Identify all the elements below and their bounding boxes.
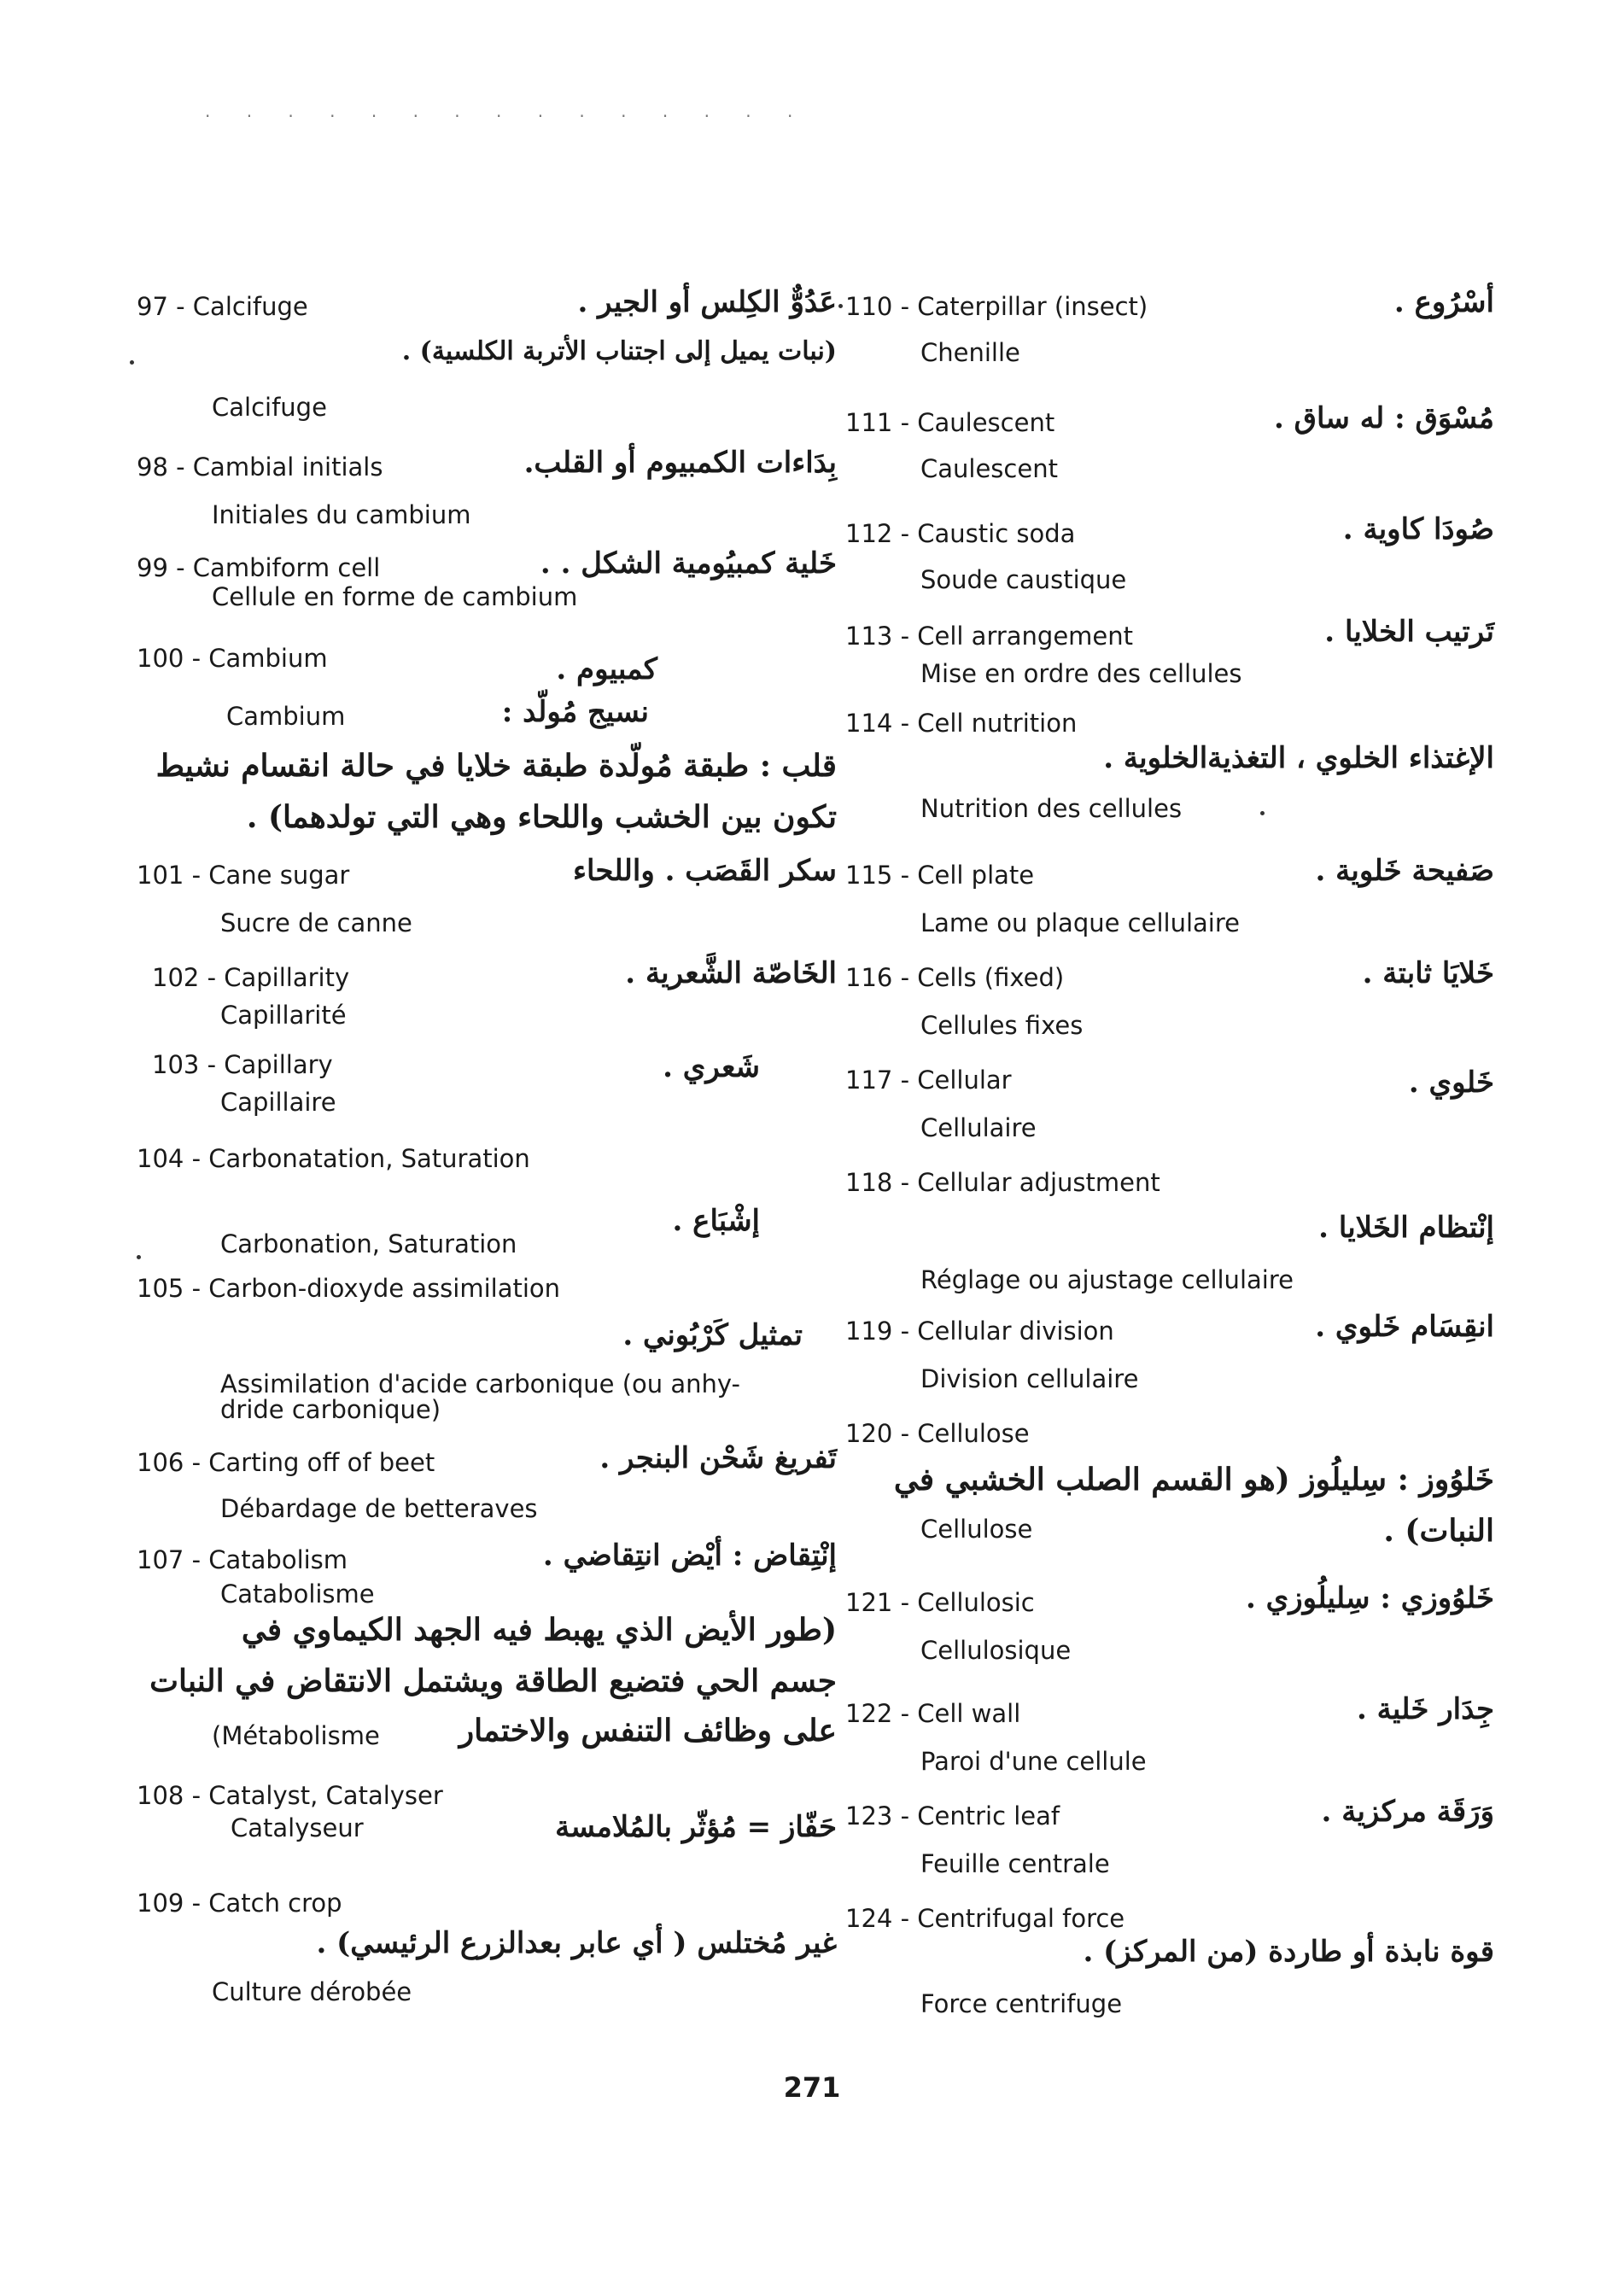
entry-french: Capillaire bbox=[220, 1088, 336, 1117]
entry-arabic-note: (نبات يميل إلى اجتناب الأتربة الكلسية) . bbox=[401, 336, 837, 366]
entry-french: Lame ou plaque cellulaire bbox=[920, 908, 1240, 937]
page-number: 271 bbox=[783, 2071, 841, 2104]
entry-term: 104 - Carbonatation, Saturation bbox=[137, 1144, 530, 1173]
entry-term: 103 - Capillary bbox=[152, 1050, 333, 1079]
entry-french: Culture dérobée bbox=[212, 1977, 412, 2006]
entry-french: Feuille centrale bbox=[920, 1849, 1110, 1878]
entry-term: 117 - Cellular bbox=[845, 1066, 1012, 1095]
scan-speck bbox=[1260, 811, 1265, 815]
entry-french: Débardage de betteraves bbox=[220, 1494, 538, 1523]
entry-term: 110 - Caterpillar (insect) bbox=[845, 292, 1148, 321]
entry-arabic: خَلوُوز : سِليلُوز (هو القسم الصلب الخشبي في bbox=[893, 1462, 1494, 1498]
entry-french: Nutrition des cellules bbox=[920, 794, 1183, 823]
entry-term: 113 - Cell arrangement bbox=[845, 622, 1134, 651]
scan-speck bbox=[838, 304, 843, 308]
entry-french: Initiales du cambium bbox=[212, 500, 471, 529]
entry-arabic: عَدُوٌّ الكِلس أو الجير . bbox=[577, 285, 837, 319]
entry-term: 101 - Cane sugar bbox=[137, 861, 350, 890]
entry-term: 108 - Catalyst, Catalyser bbox=[137, 1781, 443, 1810]
entry-arabic: جِدَار خَلية . bbox=[1356, 1692, 1494, 1726]
entry-arabic: أسْرُوع . bbox=[1393, 285, 1494, 319]
entry-term: 112 - Caustic soda bbox=[845, 519, 1076, 548]
entry-french: Catalyseur bbox=[231, 1813, 364, 1842]
entry-arabic-2: النبات) . bbox=[1383, 1513, 1494, 1549]
entry-arabic: بِدَاءات الكمبيوم أو القلب. bbox=[523, 446, 837, 480]
entry-term: 107 - Catabolism bbox=[137, 1545, 348, 1574]
entry-arabic: تَفريغ شَحْن البنجر . bbox=[599, 1441, 837, 1475]
entry-arabic: خَلوُوزي : سِليلُوزي . bbox=[1245, 1581, 1494, 1615]
entry-arabic: إشْبَاع . bbox=[672, 1204, 760, 1238]
entry-arabic: انقِسَام خَلوي . bbox=[1315, 1310, 1494, 1344]
entry-term: 120 - Cellulose bbox=[845, 1419, 1030, 1448]
entry-french: Mise en ordre des cellules bbox=[920, 659, 1242, 688]
entry-french: Réglage ou ajustage cellulaire bbox=[920, 1265, 1294, 1294]
entry-term: 98 - Cambial initials bbox=[137, 453, 383, 482]
entry-french: Soude caustique bbox=[920, 565, 1127, 594]
entry-french-2: (Métabolisme bbox=[212, 1721, 380, 1750]
entry-arabic: مُسْوَق : له ساق . bbox=[1273, 401, 1494, 435]
entry-term: 124 - Centrifugal force bbox=[845, 1904, 1125, 1933]
entry-arabic: الإغتذاء الخلوي ، التغذيةالخلوية . bbox=[1103, 741, 1494, 775]
entry-term: 102 - Capillarity bbox=[152, 963, 350, 992]
entry-french: Chenille bbox=[920, 338, 1020, 367]
entry-arabic: إنْتظام الخَلايا . bbox=[1318, 1211, 1494, 1245]
scan-speck bbox=[137, 1255, 141, 1259]
entry-french: Caulescent bbox=[920, 454, 1058, 483]
entry-arabic: خَلايَا ثابتة . bbox=[1362, 956, 1494, 990]
header-dots: . . . . . . . . . . . . . . . bbox=[205, 101, 809, 121]
entry-arabic: وَرَقَة مركزية . bbox=[1321, 1795, 1494, 1829]
entry-term: 118 - Cellular adjustment bbox=[845, 1168, 1160, 1197]
entry-french: Cambium bbox=[226, 702, 346, 731]
entry-french: Assimilation d'acide carbonique (ou anhy- bbox=[220, 1369, 741, 1398]
entry-term: 106 - Carting off of beet bbox=[137, 1448, 435, 1477]
entry-french: Cellulose bbox=[920, 1515, 1033, 1544]
entry-arabic-note-2: تكون بين الخشب واللحاء وهي التي تولدهما) . bbox=[246, 799, 837, 835]
entry-arabic-note-3: على وظائف التنفس والاختمار bbox=[459, 1713, 837, 1749]
scan-speck bbox=[130, 360, 134, 365]
entry-term: 122 - Cell wall bbox=[845, 1699, 1021, 1728]
entry-term: 114 - Cell nutrition bbox=[845, 709, 1078, 738]
entry-arabic: غير مُختلس ( أي عابر بعدالزرع الرئيسي) . bbox=[316, 1926, 837, 1960]
entry-term: 99 - Cambiform cell bbox=[137, 553, 381, 582]
entry-arabic: خَلية كمبيُومية الشكل . . bbox=[540, 546, 837, 581]
entry-french: Cellulosique bbox=[920, 1636, 1072, 1665]
entry-arabic: الخَاصّة الشَّعرية . bbox=[625, 956, 837, 990]
entry-term: 121 - Cellulosic bbox=[845, 1588, 1035, 1617]
entry-arabic: صُودَا كاوية . bbox=[1342, 512, 1494, 546]
entry-arabic: قوة نابذة أو طاردة (من المركز) . bbox=[1083, 1935, 1494, 1969]
entry-term: 123 - Centric leaf bbox=[845, 1801, 1060, 1830]
entry-arabic: حَفّاز = مُؤثّر بالمُلامسة bbox=[555, 1810, 837, 1844]
entry-term: 115 - Cell plate bbox=[845, 861, 1035, 890]
entry-french: Calcifuge bbox=[212, 393, 327, 422]
entry-term: 97 - Calcifuge bbox=[137, 292, 308, 321]
entry-french: Carbonation, Saturation bbox=[220, 1229, 517, 1258]
entry-arabic: سكر القَصَب . واللحاء bbox=[572, 854, 837, 888]
entry-arabic-note: (طور الأيض الذي يهبط فيه الجهد الكيماوي في bbox=[241, 1612, 837, 1648]
entry-french: Force centrifuge bbox=[920, 1989, 1123, 2018]
entry-french: Cellulaire bbox=[920, 1113, 1037, 1142]
entry-french: Cellules fixes bbox=[920, 1011, 1084, 1040]
entry-term: 100 - Cambium bbox=[137, 644, 328, 673]
entry-arabic: تَرتيب الخلايا . bbox=[1324, 615, 1494, 649]
entry-french: Capillarité bbox=[220, 1001, 347, 1030]
entry-arabic-note-2: جسم الحي فتضيع الطاقة ويشتمل الانتقاض في النبات bbox=[149, 1663, 837, 1699]
entry-french: Cellule en forme de cambium bbox=[212, 582, 578, 611]
entry-term: 109 - Catch crop bbox=[137, 1889, 342, 1918]
entry-arabic: كمبيوم . bbox=[556, 652, 657, 686]
entry-term: 111 - Caulescent bbox=[845, 408, 1055, 437]
entry-french: Catabolisme bbox=[220, 1579, 375, 1609]
entry-arabic: خَلوي . bbox=[1408, 1066, 1494, 1100]
entry-french: Paroi d'une cellule bbox=[920, 1747, 1147, 1776]
entry-arabic-note: قلب : طبقة مُولّدة طبقة خلايا في حالة انقسام نشيط bbox=[155, 748, 837, 784]
entry-arabic-alt: نسيج مُولّد : bbox=[501, 695, 649, 729]
entry-arabic: صَفيحة خَلوية . bbox=[1315, 854, 1494, 888]
entry-french: Sucre de canne bbox=[220, 908, 412, 937]
entry-term: 116 - Cells (fixed) bbox=[845, 963, 1065, 992]
entry-arabic: شَعري . bbox=[663, 1050, 760, 1084]
entry-term: 105 - Carbon-dioxyde assimilation bbox=[137, 1274, 561, 1303]
entry-term: 119 - Cellular division bbox=[845, 1317, 1114, 1346]
entry-arabic: تمثيل كَرْبُوني . bbox=[622, 1318, 803, 1352]
entry-french: Division cellulaire bbox=[920, 1364, 1139, 1393]
entry-arabic: إنْتِقاض : أيْض انتِقاضي . bbox=[542, 1539, 837, 1573]
entry-french-2: dride carbonique) bbox=[220, 1395, 441, 1424]
